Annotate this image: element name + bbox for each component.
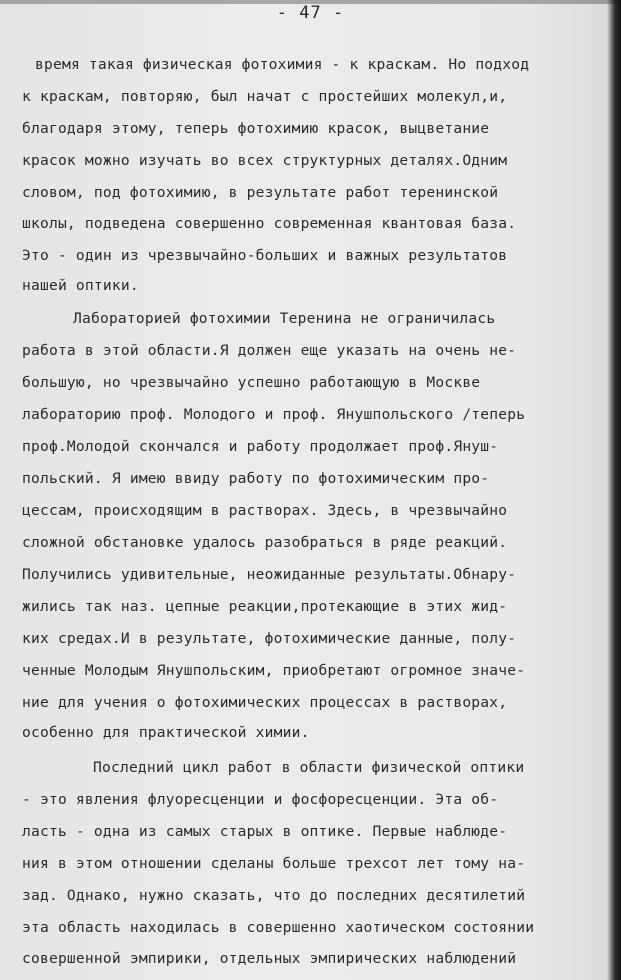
text-line: зад. Однако, нужно сказать, что до последних десятилетий	[22, 887, 526, 904]
text-line: эта область находилась в совершенно хаотическом состоянии	[22, 919, 535, 936]
page-number: - 47 -	[276, 3, 345, 23]
text-line: красок можно изучать во всех структурных деталях.Одним	[22, 152, 508, 169]
scan-dark-edge	[607, 0, 621, 980]
text-line: словом, под фотохимию, в результате работ теренинской	[22, 184, 499, 201]
text-line: цессам, происходящим в растворах. Здесь, в чрезвычайно	[22, 502, 508, 519]
text-line: польский. Я имею ввиду работу по фотохимическим про-	[22, 470, 490, 487]
text-line: проф.Молодой скончался и работу продолжает проф.Януш-	[22, 438, 499, 455]
text-line: Последний цикл работ в области физической оптики	[93, 759, 525, 776]
text-line: к краскам, повторяю, был начат с простейших молекул,и,	[22, 88, 508, 105]
text-line: нашей оптики.	[22, 277, 139, 294]
text-line: особенно для практической химии.	[22, 724, 310, 741]
text-line: время такая физическая фотохимия - к краскам. Но подход	[35, 56, 530, 73]
text-line: работа в этой области.Я должен еще указать на очень не-	[22, 342, 517, 359]
text-line: ласть - одна из самых старых в оптике. Первые наблюде-	[22, 823, 508, 840]
text-line: жились так наз. цепные реакции,протекающие в этих жид-	[22, 598, 508, 615]
text-line: школы, подведена совершенно современная квантовая база.	[22, 215, 517, 232]
text-line: лабораторию проф. Молодого и проф. Янушпольского /теперь	[22, 406, 526, 423]
text-line: Лабораторией фотохимии Теренина не ограничилась	[73, 310, 496, 327]
text-line: совершенной эмпирики, отдельных эмпирических наблюдений	[22, 950, 517, 967]
text-line: - это явления флуоресценции и фосфоресценции. Эта об-	[22, 791, 499, 808]
text-line: ние для учения о фотохимических процессах в растворах,	[22, 694, 508, 711]
text-line: благодаря этому, теперь фотохимию красок, выцветание	[22, 120, 490, 137]
text-line: ченные Молодым Янушпольским, приобретают огромное значе-	[22, 662, 526, 679]
text-line: Получились удивительные, неожиданные результаты.Обнару-	[22, 566, 517, 583]
text-line: Это - один из чрезвычайно-больших и важных результатов	[22, 247, 508, 264]
text-line: сложной обстановке удалось разобраться в ряде реакций.	[22, 534, 508, 551]
text-line: ких средах.И в результате, фотохимические данные, полу-	[22, 630, 517, 647]
text-line: ния в этом отношении сделаны больше трехсот лет тому на-	[22, 855, 526, 872]
text-line: большую, но чрезвычайно успешно работающую в Москве	[22, 374, 481, 391]
